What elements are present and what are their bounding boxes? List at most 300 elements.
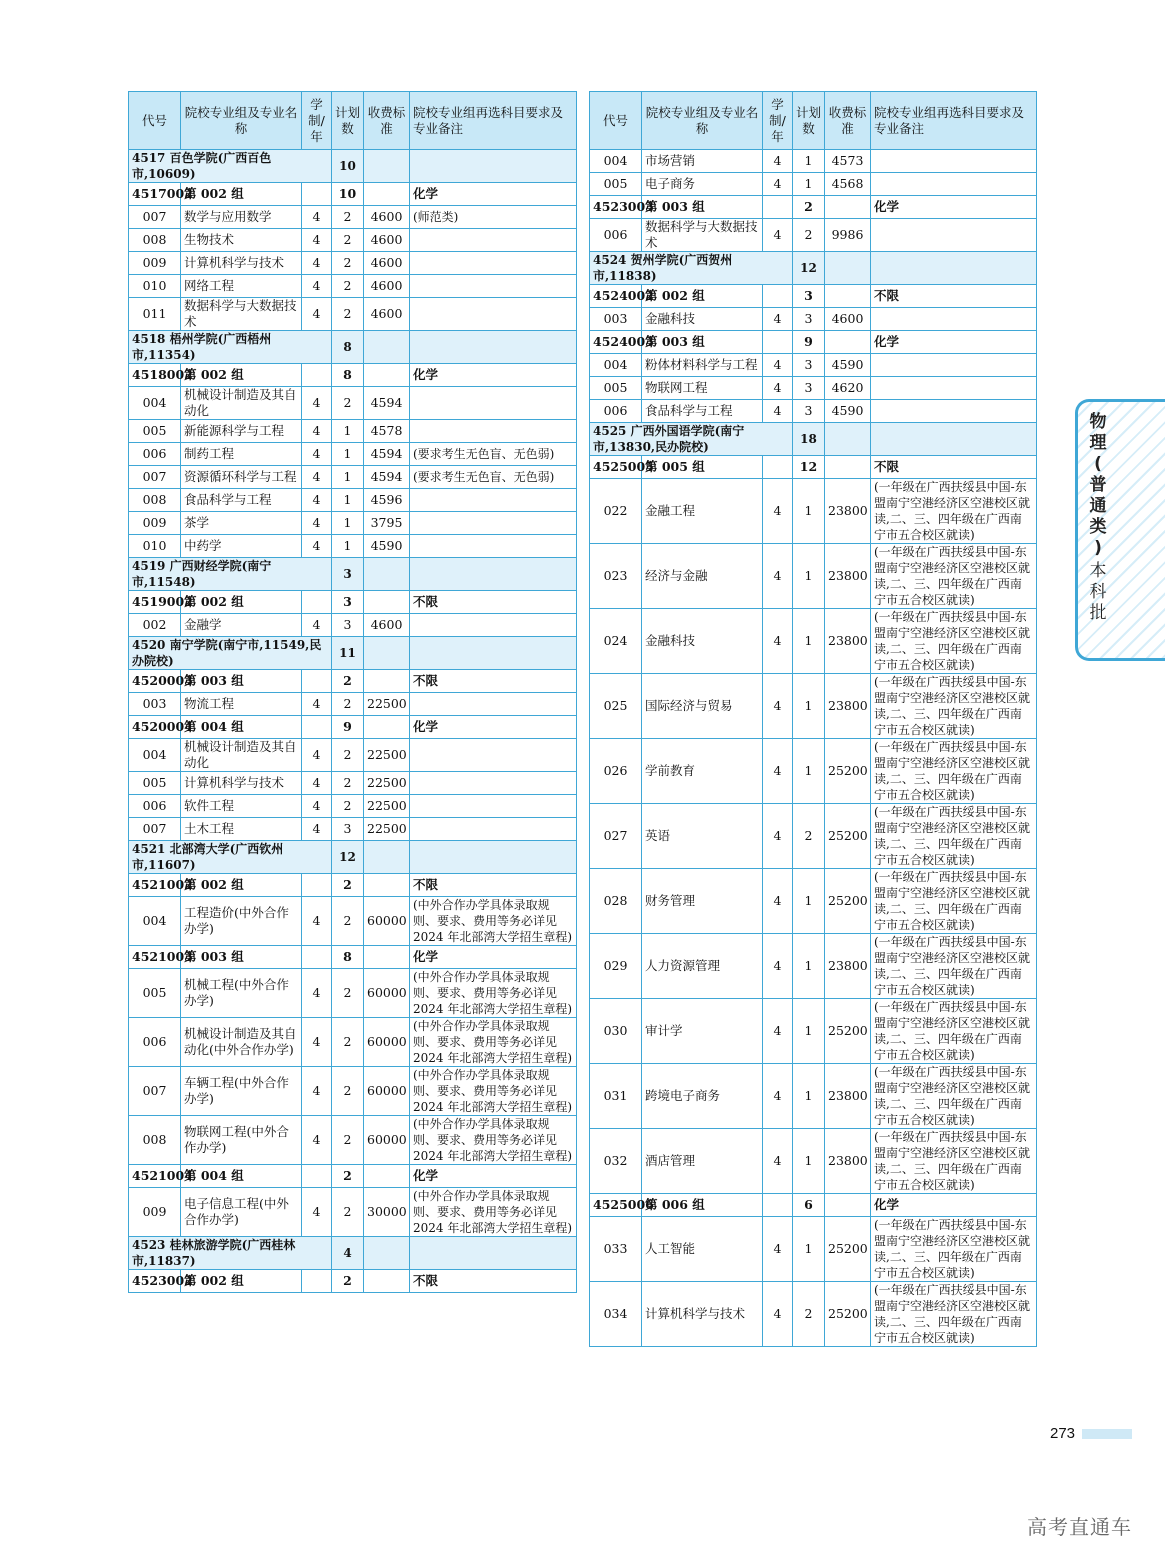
major-row bbox=[129, 818, 577, 841]
section-label-sub: 本 科 批 bbox=[1089, 561, 1107, 623]
plan-count: 2 bbox=[332, 670, 364, 693]
plan-count: 1 bbox=[793, 934, 825, 999]
years-cell: 4 bbox=[763, 479, 793, 544]
major-name: 人工智能 bbox=[642, 1217, 763, 1282]
plan-count: 1 bbox=[332, 512, 364, 535]
header-name: 院校专业组及专业名称 bbox=[181, 92, 302, 150]
years-cell: 4 bbox=[763, 544, 793, 609]
group-row bbox=[129, 874, 577, 897]
major-code: 004 bbox=[129, 387, 181, 420]
fee-cell: 60000 bbox=[364, 1018, 410, 1067]
fee-cell: 25200 bbox=[825, 1282, 871, 1347]
major-row bbox=[590, 869, 1037, 934]
fee-cell: 4594 bbox=[364, 387, 410, 420]
major-row bbox=[590, 1282, 1037, 1347]
fee-cell: 22500 bbox=[364, 772, 410, 795]
fee-cell: 23800 bbox=[825, 1129, 871, 1194]
header-code: 代号 bbox=[129, 92, 181, 150]
years-cell bbox=[302, 364, 332, 387]
group-row bbox=[129, 670, 577, 693]
table-body-right bbox=[590, 150, 1037, 1347]
major-remark: (中外合作办学具体录取规则、要求、费用等务必详见2024 年北部湾大学招生章程) bbox=[410, 897, 577, 946]
major-code: 007 bbox=[129, 206, 181, 229]
major-row bbox=[590, 934, 1037, 999]
fee-cell: 4590 bbox=[825, 400, 871, 423]
years-cell bbox=[302, 716, 332, 739]
plan-count: 1 bbox=[793, 1217, 825, 1282]
plan-count: 1 bbox=[332, 420, 364, 443]
plan-count: 2 bbox=[332, 1067, 364, 1116]
header-remark: 院校专业组再选科目要求及专业备注 bbox=[871, 92, 1037, 150]
major-remark bbox=[410, 275, 577, 298]
fee-cell: 4600 bbox=[364, 298, 410, 331]
major-name: 计算机科学与技术 bbox=[642, 1282, 763, 1347]
school-row bbox=[129, 331, 577, 364]
major-name: 金融科技 bbox=[642, 609, 763, 674]
school-name: 4525 广西外国语学院(南宁市,13830,民办院校) bbox=[590, 423, 793, 456]
plan-count: 10 bbox=[332, 183, 364, 206]
major-row bbox=[129, 535, 577, 558]
header-fee: 收费标准 bbox=[364, 92, 410, 150]
plan-count: 2 bbox=[332, 1116, 364, 1165]
plan-count: 4 bbox=[332, 1237, 364, 1270]
fee-cell: 23800 bbox=[825, 544, 871, 609]
plan-count: 2 bbox=[332, 795, 364, 818]
header-years: 学制/年 bbox=[302, 92, 332, 150]
group-name: 第 006 组 bbox=[642, 1194, 763, 1217]
years-cell: 4 bbox=[302, 693, 332, 716]
major-remark: (一年级在广西扶绥县中国-东盟南宁空港经济区空港校区就读,二、三、四年级在广西南宁市五合校区就读) bbox=[871, 1064, 1037, 1129]
plan-count: 3 bbox=[332, 818, 364, 841]
remark-cell bbox=[871, 423, 1037, 456]
major-code: 007 bbox=[129, 1067, 181, 1116]
major-code: 029 bbox=[590, 934, 642, 999]
school-row bbox=[129, 150, 577, 183]
major-name: 人力资源管理 bbox=[642, 934, 763, 999]
fee-cell: 4600 bbox=[364, 252, 410, 275]
enrollment-table-left bbox=[128, 91, 577, 1293]
years-cell bbox=[763, 285, 793, 308]
major-code: 006 bbox=[590, 400, 642, 423]
major-remark: (中外合作办学具体录取规则、要求、费用等务必详见2024 年北部湾大学招生章程) bbox=[410, 1188, 577, 1237]
major-remark: (一年级在广西扶绥县中国-东盟南宁空港经济区空港校区就读,二、三、四年级在广西南宁市五合校区就读) bbox=[871, 544, 1037, 609]
plan-count: 6 bbox=[793, 1194, 825, 1217]
header-fee: 收费标准 bbox=[825, 92, 871, 150]
plan-count: 9 bbox=[793, 331, 825, 354]
subject-requirement: 不限 bbox=[871, 456, 1037, 479]
years-cell: 4 bbox=[302, 739, 332, 772]
years-cell: 4 bbox=[302, 969, 332, 1018]
major-remark bbox=[410, 420, 577, 443]
major-remark bbox=[410, 298, 577, 331]
major-row bbox=[129, 206, 577, 229]
fee-cell: 22500 bbox=[364, 739, 410, 772]
header-plan: 计划数 bbox=[332, 92, 364, 150]
major-row bbox=[129, 443, 577, 466]
major-row bbox=[129, 795, 577, 818]
fee-cell: 60000 bbox=[364, 1116, 410, 1165]
school-name: 4517 百色学院(广西百色市,10609) bbox=[129, 150, 332, 183]
major-name: 数学与应用数学 bbox=[181, 206, 302, 229]
major-name: 计算机科学与技术 bbox=[181, 772, 302, 795]
major-remark bbox=[410, 252, 577, 275]
major-name: 市场营销 bbox=[642, 150, 763, 173]
major-remark: (一年级在广西扶绥县中国-东盟南宁空港经济区空港校区就读,二、三、四年级在广西南宁市五合校区就读) bbox=[871, 479, 1037, 544]
remark-cell bbox=[410, 331, 577, 364]
years-cell: 4 bbox=[302, 535, 332, 558]
years-cell: 4 bbox=[302, 420, 332, 443]
school-row bbox=[129, 841, 577, 874]
major-row bbox=[129, 229, 577, 252]
fee-cell: 4590 bbox=[364, 535, 410, 558]
years-cell: 4 bbox=[302, 387, 332, 420]
major-row bbox=[590, 999, 1037, 1064]
fee-cell bbox=[825, 1194, 871, 1217]
major-code: 005 bbox=[590, 173, 642, 196]
group-row bbox=[129, 364, 577, 387]
major-row bbox=[129, 420, 577, 443]
remark-cell bbox=[410, 637, 577, 670]
group-row bbox=[129, 1270, 577, 1293]
subject-requirement: 不限 bbox=[410, 670, 577, 693]
years-cell: 4 bbox=[302, 443, 332, 466]
major-code: 007 bbox=[129, 818, 181, 841]
plan-count: 3 bbox=[793, 354, 825, 377]
major-row bbox=[129, 969, 577, 1018]
plan-count: 3 bbox=[332, 614, 364, 637]
major-code: 009 bbox=[129, 1188, 181, 1237]
group-row bbox=[129, 591, 577, 614]
fee-cell bbox=[364, 637, 410, 670]
years-cell: 4 bbox=[763, 999, 793, 1064]
years-cell: 4 bbox=[302, 795, 332, 818]
group-code: 4520003 bbox=[129, 670, 181, 693]
fee-cell: 4594 bbox=[364, 466, 410, 489]
header-plan: 计划数 bbox=[793, 92, 825, 150]
group-code: 4521003 bbox=[129, 946, 181, 969]
group-code: 4524002 bbox=[590, 285, 642, 308]
major-code: 028 bbox=[590, 869, 642, 934]
major-code: 006 bbox=[129, 443, 181, 466]
years-cell: 4 bbox=[302, 1018, 332, 1067]
group-row bbox=[129, 716, 577, 739]
group-name: 第 003 组 bbox=[642, 331, 763, 354]
years-cell bbox=[302, 591, 332, 614]
major-code: 005 bbox=[129, 772, 181, 795]
major-remark: (中外合作办学具体录取规则、要求、费用等务必详见2024 年北部湾大学招生章程) bbox=[410, 1116, 577, 1165]
group-row bbox=[590, 456, 1037, 479]
plan-count: 9 bbox=[332, 716, 364, 739]
major-code: 032 bbox=[590, 1129, 642, 1194]
fee-cell bbox=[364, 716, 410, 739]
major-name: 机械设计制造及其自动化(中外合作办学) bbox=[181, 1018, 302, 1067]
major-name: 电子商务 bbox=[642, 173, 763, 196]
years-cell: 4 bbox=[302, 466, 332, 489]
plan-count: 3 bbox=[793, 400, 825, 423]
years-cell: 4 bbox=[763, 739, 793, 804]
group-code: 4517002 bbox=[129, 183, 181, 206]
major-row bbox=[129, 693, 577, 716]
group-name: 第 003 组 bbox=[181, 946, 302, 969]
major-row bbox=[590, 674, 1037, 739]
major-remark: (一年级在广西扶绥县中国-东盟南宁空港经济区空港校区就读,二、三、四年级在广西南宁市五合校区就读) bbox=[871, 804, 1037, 869]
major-remark: (中外合作办学具体录取规则、要求、费用等务必详见2024 年北部湾大学招生章程) bbox=[410, 1067, 577, 1116]
major-remark bbox=[871, 354, 1037, 377]
subject-requirement: 化学 bbox=[410, 946, 577, 969]
group-code: 4524003 bbox=[590, 331, 642, 354]
enrollment-table-right bbox=[589, 91, 1037, 1347]
major-code: 004 bbox=[590, 150, 642, 173]
plan-count: 1 bbox=[793, 609, 825, 674]
major-remark bbox=[410, 772, 577, 795]
major-remark: (一年级在广西扶绥县中国-东盟南宁空港经济区空港校区就读,二、三、四年级在广西南宁市五合校区就读) bbox=[871, 869, 1037, 934]
major-name: 跨境电子商务 bbox=[642, 1064, 763, 1129]
years-cell: 4 bbox=[302, 1067, 332, 1116]
years-cell bbox=[302, 1270, 332, 1293]
subject-requirement: 化学 bbox=[410, 1165, 577, 1188]
years-cell bbox=[763, 196, 793, 219]
years-cell bbox=[302, 183, 332, 206]
years-cell: 4 bbox=[302, 818, 332, 841]
plan-count: 3 bbox=[332, 591, 364, 614]
fee-cell: 3795 bbox=[364, 512, 410, 535]
plan-count: 3 bbox=[793, 377, 825, 400]
group-code: 4525005 bbox=[590, 456, 642, 479]
plan-count: 1 bbox=[793, 173, 825, 196]
fee-cell bbox=[364, 841, 410, 874]
section-label-main: 物 理 ( 普 通 类 ) bbox=[1089, 412, 1107, 558]
fee-cell: 23800 bbox=[825, 479, 871, 544]
subject-requirement: 不限 bbox=[871, 285, 1037, 308]
group-name: 第 002 组 bbox=[181, 183, 302, 206]
fee-cell bbox=[825, 456, 871, 479]
major-remark bbox=[410, 739, 577, 772]
plan-count: 2 bbox=[332, 206, 364, 229]
subject-requirement: 不限 bbox=[410, 874, 577, 897]
fee-cell: 25200 bbox=[825, 739, 871, 804]
major-code: 030 bbox=[590, 999, 642, 1064]
plan-count: 3 bbox=[793, 308, 825, 331]
major-code: 025 bbox=[590, 674, 642, 739]
major-row bbox=[129, 614, 577, 637]
major-name: 软件工程 bbox=[181, 795, 302, 818]
group-code: 4523003 bbox=[590, 196, 642, 219]
fee-cell bbox=[364, 1237, 410, 1270]
fee-cell: 25200 bbox=[825, 804, 871, 869]
fee-cell bbox=[364, 670, 410, 693]
major-row bbox=[129, 1188, 577, 1237]
major-code: 026 bbox=[590, 739, 642, 804]
fee-cell: 9986 bbox=[825, 219, 871, 252]
major-name: 食品科学与工程 bbox=[181, 489, 302, 512]
major-remark: (一年级在广西扶绥县中国-东盟南宁空港经济区空港校区就读,二、三、四年级在广西南宁市五合校区就读) bbox=[871, 934, 1037, 999]
major-row bbox=[590, 804, 1037, 869]
plan-count: 2 bbox=[332, 969, 364, 1018]
plan-count: 2 bbox=[793, 804, 825, 869]
fee-cell: 4573 bbox=[825, 150, 871, 173]
group-row bbox=[129, 183, 577, 206]
subject-requirement: 化学 bbox=[871, 1194, 1037, 1217]
years-cell bbox=[302, 670, 332, 693]
group-name: 第 002 组 bbox=[642, 285, 763, 308]
major-remark: (中外合作办学具体录取规则、要求、费用等务必详见2024 年北部湾大学招生章程) bbox=[410, 969, 577, 1018]
header-code: 代号 bbox=[590, 92, 642, 150]
school-name: 4518 梧州学院(广西梧州市,11354) bbox=[129, 331, 332, 364]
major-remark bbox=[871, 150, 1037, 173]
major-name: 生物技术 bbox=[181, 229, 302, 252]
major-name: 土木工程 bbox=[181, 818, 302, 841]
fee-cell: 25200 bbox=[825, 999, 871, 1064]
plan-count: 2 bbox=[332, 1188, 364, 1237]
fee-cell bbox=[364, 558, 410, 591]
major-code: 033 bbox=[590, 1217, 642, 1282]
major-row bbox=[129, 1116, 577, 1165]
table-body-left bbox=[129, 150, 577, 1293]
plan-count: 2 bbox=[332, 229, 364, 252]
page-number: 273 bbox=[1050, 1425, 1076, 1442]
major-row bbox=[129, 466, 577, 489]
major-row bbox=[129, 897, 577, 946]
fee-cell: 22500 bbox=[364, 818, 410, 841]
plan-count: 2 bbox=[332, 275, 364, 298]
subject-requirement: 化学 bbox=[410, 183, 577, 206]
subject-requirement: 化学 bbox=[871, 196, 1037, 219]
years-cell: 4 bbox=[763, 377, 793, 400]
group-name: 第 005 组 bbox=[642, 456, 763, 479]
major-name: 电子信息工程(中外合作办学) bbox=[181, 1188, 302, 1237]
plan-count: 3 bbox=[793, 285, 825, 308]
major-remark: (一年级在广西扶绥县中国-东盟南宁空港经济区空港校区就读,二、三、四年级在广西南宁市五合校区就读) bbox=[871, 739, 1037, 804]
major-remark bbox=[410, 795, 577, 818]
group-row bbox=[590, 285, 1037, 308]
major-code: 009 bbox=[129, 252, 181, 275]
years-cell: 4 bbox=[763, 400, 793, 423]
major-name: 机械设计制造及其自动化 bbox=[181, 739, 302, 772]
plan-count: 1 bbox=[793, 869, 825, 934]
years-cell: 4 bbox=[763, 609, 793, 674]
major-name: 机械工程(中外合作办学) bbox=[181, 969, 302, 1018]
years-cell: 4 bbox=[302, 772, 332, 795]
plan-count: 2 bbox=[332, 252, 364, 275]
fee-cell: 4590 bbox=[825, 354, 871, 377]
plan-count: 10 bbox=[332, 150, 364, 183]
remark-cell bbox=[410, 841, 577, 874]
fee-cell: 60000 bbox=[364, 969, 410, 1018]
group-code: 4523002 bbox=[129, 1270, 181, 1293]
fee-cell: 23800 bbox=[825, 609, 871, 674]
major-name: 数据科学与大数据技术 bbox=[642, 219, 763, 252]
plan-count: 1 bbox=[793, 999, 825, 1064]
page-number-bar bbox=[1082, 1429, 1132, 1439]
fee-cell: 4568 bbox=[825, 173, 871, 196]
years-cell: 4 bbox=[763, 1129, 793, 1194]
major-name: 网络工程 bbox=[181, 275, 302, 298]
years-cell bbox=[302, 874, 332, 897]
years-cell: 4 bbox=[302, 489, 332, 512]
years-cell: 4 bbox=[763, 1217, 793, 1282]
major-name: 数据科学与大数据技术 bbox=[181, 298, 302, 331]
major-code: 008 bbox=[129, 489, 181, 512]
major-remark bbox=[871, 377, 1037, 400]
major-code: 003 bbox=[129, 693, 181, 716]
major-remark: (一年级在广西扶绥县中国-东盟南宁空港经济区空港校区就读,二、三、四年级在广西南宁市五合校区就读) bbox=[871, 999, 1037, 1064]
major-name: 车辆工程(中外合作办学) bbox=[181, 1067, 302, 1116]
major-name: 英语 bbox=[642, 804, 763, 869]
plan-count: 1 bbox=[793, 544, 825, 609]
major-row bbox=[129, 1067, 577, 1116]
years-cell: 4 bbox=[763, 173, 793, 196]
major-name: 制药工程 bbox=[181, 443, 302, 466]
years-cell: 4 bbox=[763, 674, 793, 739]
fee-cell: 60000 bbox=[364, 1067, 410, 1116]
plan-count: 2 bbox=[332, 387, 364, 420]
major-code: 024 bbox=[590, 609, 642, 674]
fee-cell: 4600 bbox=[364, 206, 410, 229]
plan-count: 8 bbox=[332, 946, 364, 969]
major-remark: (要求考生无色盲、无色弱) bbox=[410, 443, 577, 466]
plan-count: 2 bbox=[332, 1270, 364, 1293]
years-cell: 4 bbox=[302, 275, 332, 298]
fee-cell: 23800 bbox=[825, 1064, 871, 1129]
years-cell: 4 bbox=[763, 869, 793, 934]
major-row bbox=[129, 512, 577, 535]
major-code: 008 bbox=[129, 229, 181, 252]
group-code: 4521002 bbox=[129, 874, 181, 897]
years-cell: 4 bbox=[302, 512, 332, 535]
major-name: 金融学 bbox=[181, 614, 302, 637]
group-name: 第 003 组 bbox=[642, 196, 763, 219]
plan-count: 12 bbox=[793, 252, 825, 285]
plan-count: 1 bbox=[793, 1129, 825, 1194]
remark-cell bbox=[410, 558, 577, 591]
major-row bbox=[590, 1064, 1037, 1129]
remark-cell bbox=[410, 150, 577, 183]
school-row bbox=[590, 423, 1037, 456]
plan-count: 2 bbox=[332, 1018, 364, 1067]
years-cell: 4 bbox=[763, 308, 793, 331]
major-row bbox=[590, 1129, 1037, 1194]
fee-cell bbox=[825, 196, 871, 219]
fee-cell: 60000 bbox=[364, 897, 410, 946]
years-cell: 4 bbox=[302, 206, 332, 229]
major-remark: (一年级在广西扶绥县中国-东盟南宁空港经济区空港校区就读,二、三、四年级在广西南宁市五合校区就读) bbox=[871, 1217, 1037, 1282]
major-code: 004 bbox=[129, 897, 181, 946]
fee-cell bbox=[825, 252, 871, 285]
subject-requirement: 化学 bbox=[871, 331, 1037, 354]
major-row bbox=[129, 1018, 577, 1067]
school-name: 4519 广西财经学院(南宁市,11548) bbox=[129, 558, 332, 591]
major-row bbox=[590, 354, 1037, 377]
major-code: 034 bbox=[590, 1282, 642, 1347]
fee-cell bbox=[364, 364, 410, 387]
fee-cell bbox=[364, 874, 410, 897]
plan-count: 1 bbox=[793, 674, 825, 739]
major-row bbox=[129, 772, 577, 795]
plan-count: 2 bbox=[332, 1165, 364, 1188]
major-row bbox=[129, 387, 577, 420]
remark-cell bbox=[410, 1237, 577, 1270]
subject-requirement: 不限 bbox=[410, 591, 577, 614]
major-remark bbox=[871, 173, 1037, 196]
school-name: 4521 北部湾大学(广西钦州市,11607) bbox=[129, 841, 332, 874]
school-row bbox=[129, 637, 577, 670]
major-code: 009 bbox=[129, 512, 181, 535]
major-code: 010 bbox=[129, 535, 181, 558]
years-cell: 4 bbox=[302, 1116, 332, 1165]
major-row bbox=[590, 308, 1037, 331]
fee-cell bbox=[364, 1165, 410, 1188]
group-code: 4519002 bbox=[129, 591, 181, 614]
